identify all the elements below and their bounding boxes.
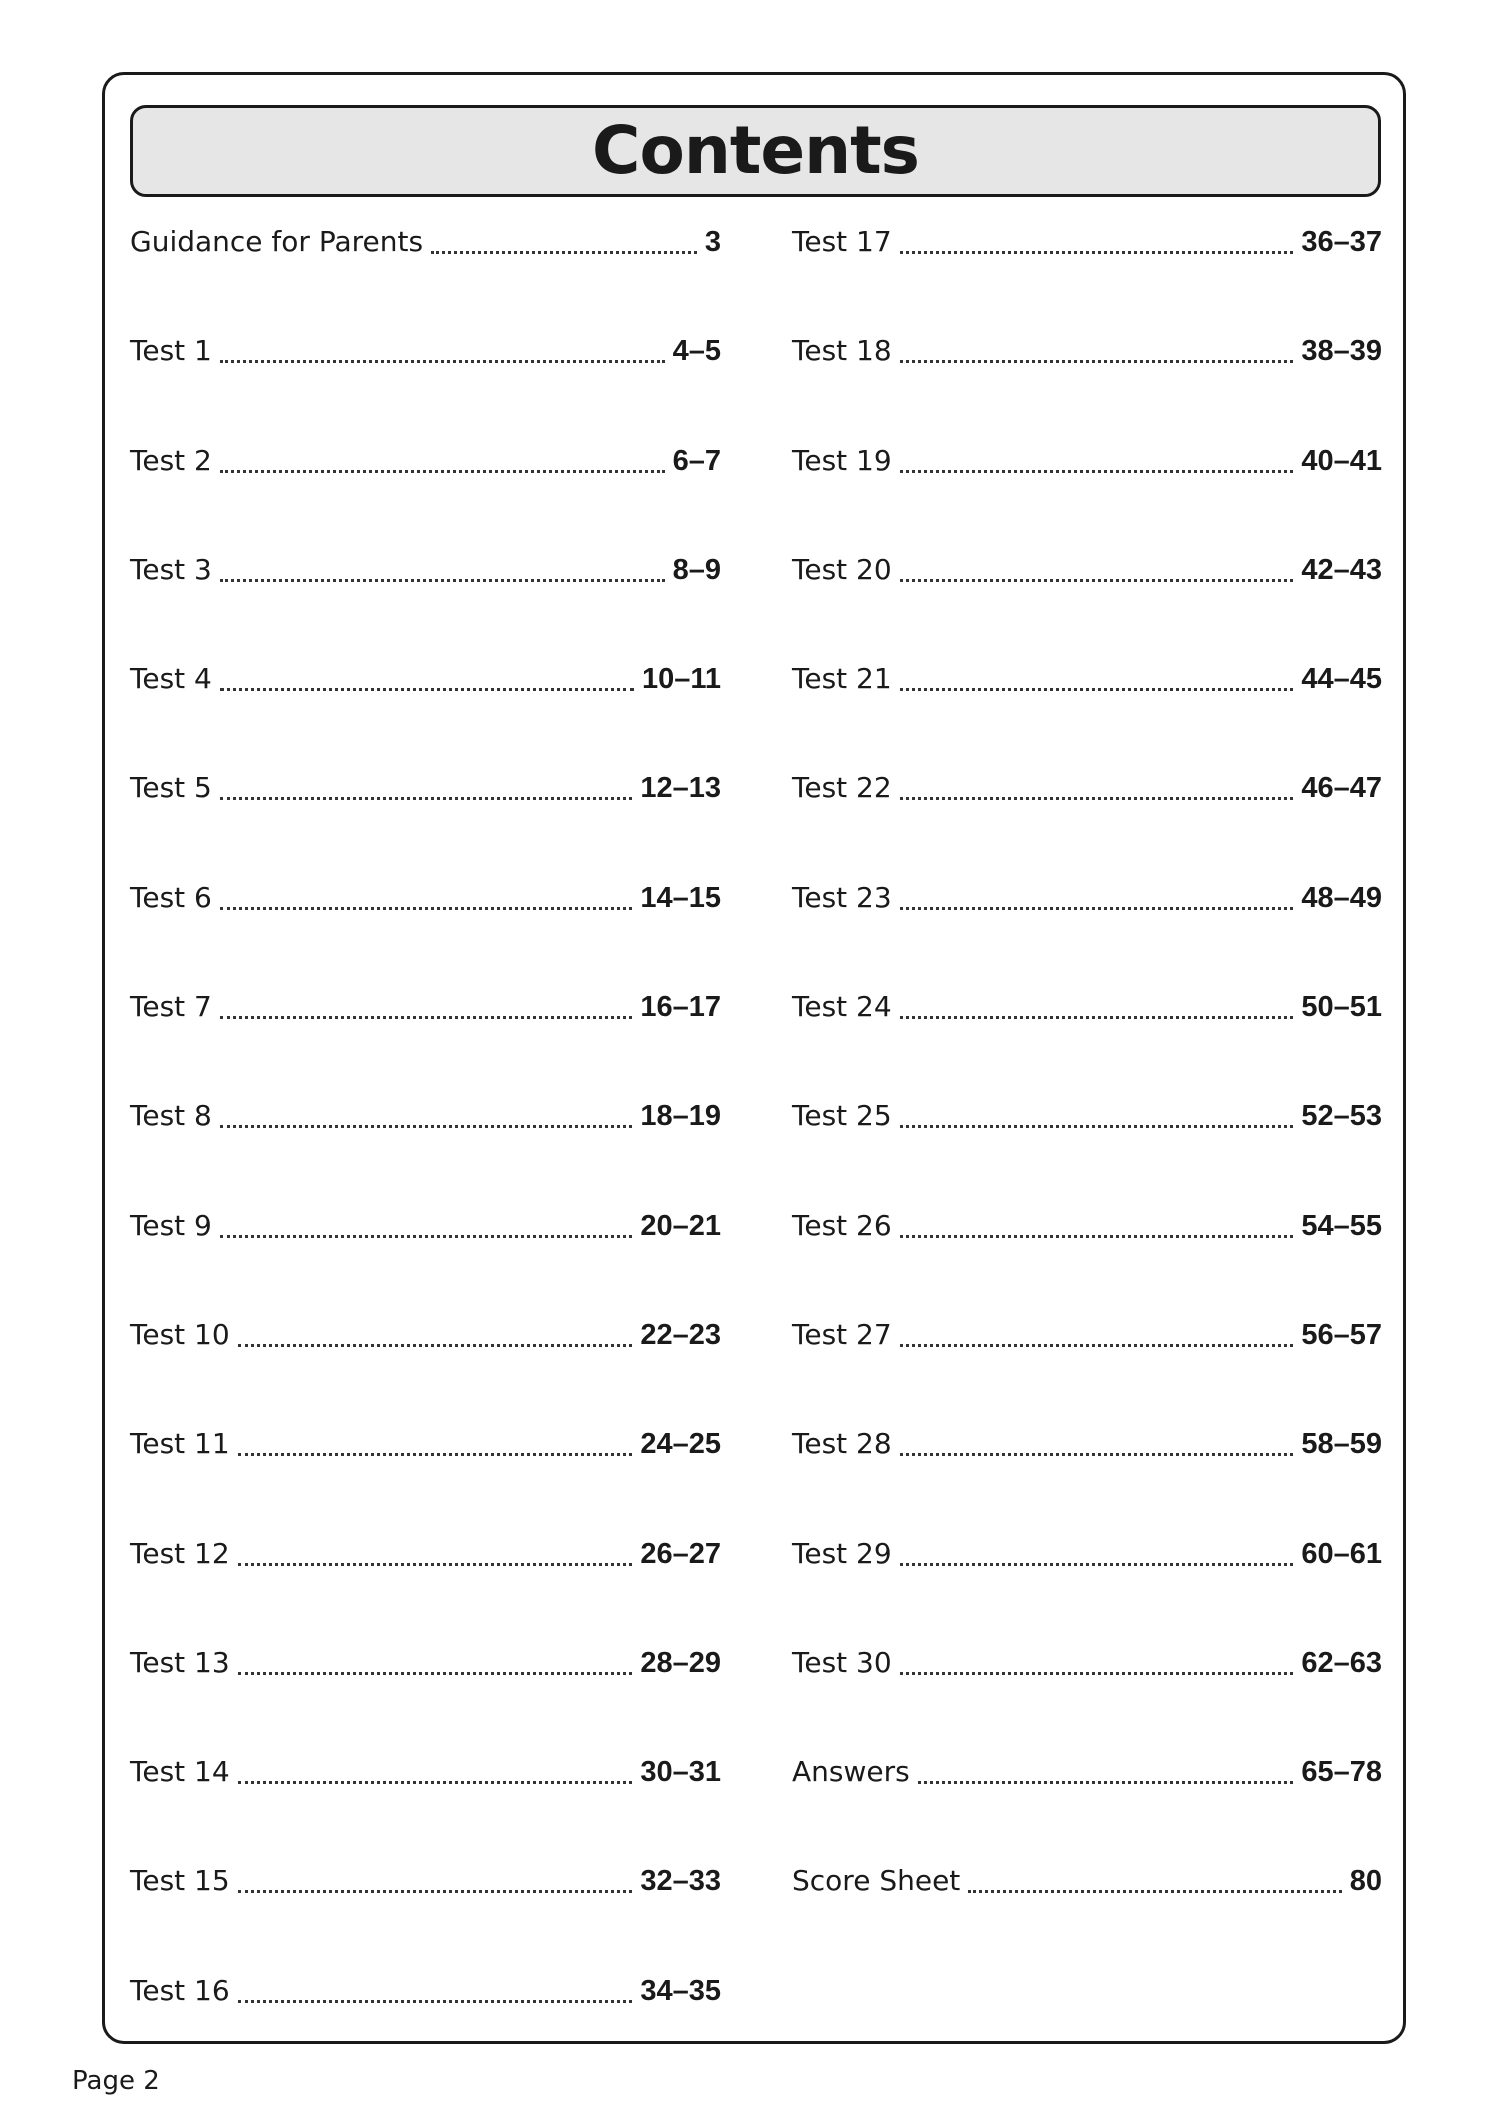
dot-leader (918, 1747, 1294, 1797)
contents-entry (792, 873, 1382, 982)
contents-column-right (792, 217, 1382, 1966)
entry-label: Test 26 (792, 1208, 892, 1242)
dot-leader (900, 763, 1294, 813)
contents-entry (792, 1419, 1382, 1528)
entry-page-range: 36–37 (1301, 226, 1382, 258)
entry-page-range: 30–31 (640, 1756, 721, 1789)
entry-page-range: 10–11 (641, 663, 721, 696)
dot-leader (900, 326, 1294, 376)
dot-leader (220, 873, 632, 923)
dot-leader (220, 1201, 632, 1251)
dot-leader (900, 1419, 1294, 1469)
dot-leader (220, 326, 665, 376)
entry-label: Test 2 (130, 443, 212, 477)
dot-leader (900, 1638, 1294, 1688)
entry-label: Test 24 (792, 990, 892, 1024)
contents-entry (130, 763, 721, 872)
entry-page-range: 26–27 (640, 1537, 721, 1570)
entry-page-range: 8–9 (672, 553, 721, 586)
entry-label: Test 20 (792, 552, 892, 586)
dot-leader (220, 654, 634, 704)
entry-label: Test 15 (130, 1864, 230, 1898)
contents-entry (130, 1966, 721, 2075)
entry-page-range: 65–78 (1301, 1756, 1382, 1789)
entry-page-range: 16–17 (640, 991, 721, 1024)
dot-leader (220, 436, 665, 486)
entry-label: Test 16 (130, 1973, 230, 2007)
entry-page-range: 50–51 (1301, 991, 1382, 1024)
page-number: Page 2 (72, 2066, 160, 2096)
contents-entry (792, 1310, 1382, 1419)
entry-page-range: 44–45 (1301, 663, 1382, 696)
entry-label: Test 30 (792, 1645, 892, 1679)
contents-entry (130, 1638, 721, 1747)
dot-leader (900, 217, 1294, 267)
entry-label: Test 11 (130, 1427, 230, 1461)
entry-label: Test 23 (792, 880, 892, 914)
dot-leader (900, 1529, 1294, 1579)
contents-entry (130, 654, 721, 763)
entry-page-range: 58–59 (1301, 1428, 1382, 1461)
entry-label: Test 4 (130, 662, 212, 696)
dot-leader (900, 873, 1294, 923)
contents-entry (130, 1419, 721, 1528)
dot-leader (220, 1091, 632, 1141)
entry-label: Guidance for Parents (130, 225, 424, 258)
entry-label: Test 6 (130, 880, 212, 914)
entry-label: Test 10 (130, 1317, 230, 1351)
entry-label: Test 7 (130, 990, 212, 1024)
contents-entry (792, 545, 1382, 654)
dot-leader (431, 217, 697, 267)
contents-entry (792, 654, 1382, 763)
contents-entry (792, 1856, 1382, 1965)
dot-leader (900, 1310, 1294, 1360)
entry-page-range: 6–7 (672, 444, 721, 477)
entry-page-range: 28–29 (640, 1646, 721, 1679)
entry-label: Test 3 (130, 552, 212, 586)
entry-page-range: 32–33 (640, 1865, 721, 1898)
dot-leader (238, 1638, 633, 1688)
dot-leader (900, 545, 1294, 595)
dot-leader (238, 1747, 633, 1797)
entry-page-range: 4–5 (672, 335, 721, 368)
entry-label: Test 12 (130, 1536, 230, 1570)
entry-page-range: 46–47 (1301, 772, 1382, 805)
entry-label: Test 29 (792, 1536, 892, 1570)
entry-page-range: 3 (704, 226, 721, 258)
entry-label: Test 22 (792, 771, 892, 805)
title-bar (130, 105, 1381, 197)
entry-label: Test 18 (792, 334, 892, 368)
contents-entry (792, 1529, 1382, 1638)
entry-label: Test 1 (130, 334, 212, 368)
contents-entry (792, 436, 1382, 545)
contents-entry (792, 1201, 1382, 1310)
dot-leader (238, 1856, 633, 1906)
entry-label: Test 19 (792, 443, 892, 477)
dot-leader (900, 1201, 1294, 1251)
contents-entry (130, 982, 721, 1091)
contents-entry (130, 545, 721, 654)
entry-label: Answers (792, 1755, 910, 1789)
entry-label: Test 17 (792, 225, 892, 258)
entry-page-range: 40–41 (1301, 444, 1382, 477)
entry-page-range: 22–23 (640, 1318, 721, 1351)
entry-page-range: 12–13 (640, 772, 721, 805)
entry-label: Test 28 (792, 1427, 892, 1461)
contents-entry (130, 217, 721, 326)
contents-entry (130, 1747, 721, 1856)
dot-leader (900, 982, 1294, 1032)
dot-leader (220, 982, 632, 1032)
contents-entry (130, 1091, 721, 1200)
entry-label: Test 8 (130, 1099, 212, 1133)
dot-leader (220, 545, 665, 595)
entry-label: Test 27 (792, 1317, 892, 1351)
entry-label: Test 21 (792, 662, 892, 696)
dot-leader (900, 654, 1294, 704)
contents-entry (792, 1747, 1382, 1856)
entry-label: Test 25 (792, 1099, 892, 1133)
contents-entry (130, 1856, 721, 1965)
dot-leader (238, 1529, 633, 1579)
contents-entry (792, 217, 1382, 326)
entry-page-range: 80 (1349, 1865, 1382, 1898)
entry-label: Test 9 (130, 1208, 212, 1242)
entry-page-range: 20–21 (640, 1209, 721, 1242)
entry-page-range: 34–35 (640, 1974, 721, 2007)
contents-entry (130, 436, 721, 545)
entry-label: Score Sheet (792, 1864, 961, 1898)
entry-page-range: 60–61 (1301, 1537, 1382, 1570)
entry-page-range: 48–49 (1301, 881, 1382, 914)
dot-leader (900, 436, 1294, 486)
contents-column-left (130, 217, 721, 2075)
page-title: Contents (592, 112, 919, 189)
contents-entry (130, 1310, 721, 1419)
entry-label: Test 5 (130, 771, 212, 805)
entry-label: Test 13 (130, 1645, 230, 1679)
entry-page-range: 38–39 (1301, 335, 1382, 368)
entry-page-range: 42–43 (1301, 553, 1382, 586)
entry-page-range: 18–19 (640, 1100, 721, 1133)
contents-entry (130, 1529, 721, 1638)
contents-entry (792, 1091, 1382, 1200)
contents-entry (130, 873, 721, 982)
dot-leader (968, 1856, 1341, 1906)
dot-leader (220, 763, 632, 813)
entry-label: Test 14 (130, 1755, 230, 1789)
dot-leader (900, 1091, 1294, 1141)
contents-entry (130, 1201, 721, 1310)
contents-entry (130, 326, 721, 435)
entry-page-range: 24–25 (640, 1428, 721, 1461)
dot-leader (238, 1966, 633, 2016)
dot-leader (238, 1310, 633, 1360)
entry-page-range: 14–15 (640, 881, 721, 914)
entry-page-range: 52–53 (1301, 1100, 1382, 1133)
contents-entry (792, 1638, 1382, 1747)
dot-leader (238, 1419, 633, 1469)
contents-entry (792, 982, 1382, 1091)
contents-entry (792, 763, 1382, 872)
entry-page-range: 62–63 (1301, 1646, 1382, 1679)
entry-page-range: 54–55 (1301, 1209, 1382, 1242)
contents-entry (792, 326, 1382, 435)
entry-page-range: 56–57 (1301, 1318, 1382, 1351)
